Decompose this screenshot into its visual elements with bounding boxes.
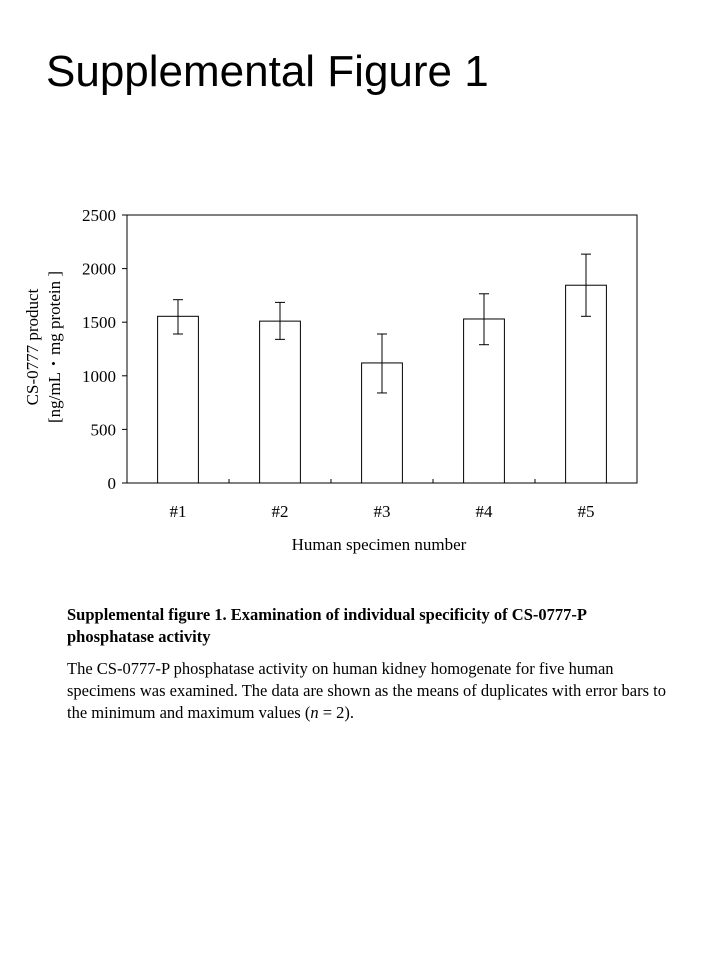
caption-body-end: = 2).: [318, 703, 355, 722]
caption-body-text: The CS-0777-P phosphatase activity on human kidney homogenate for five human specimens was examined. The data are shown as the means of duplicates with error bars to the minimum and maximum values (: [67, 659, 667, 722]
x-tick-label: #4: [475, 502, 493, 521]
y-tick-label: 1000: [82, 366, 116, 386]
x-tick-label: #2: [271, 502, 289, 521]
y-axis-label-line2: [ng/mL・mg protein ]: [45, 270, 64, 424]
x-tick-label: #3: [373, 502, 391, 521]
caption-n-symbol: n: [310, 703, 319, 722]
figure-caption: [67, 604, 677, 724]
error-bars: [173, 254, 591, 393]
caption-title: Supplemental figure 1. Examination of individual specificity of CS-0777-P phosphatase activity: [67, 605, 587, 646]
y-tick-label: 1500: [82, 313, 116, 333]
y-axis-ticks: [82, 206, 127, 493]
x-tick-label: #1: [169, 502, 187, 521]
x-axis-label: Human specimen number: [291, 535, 467, 554]
bar: [158, 316, 199, 483]
caption-body: [67, 658, 677, 724]
x-axis-ticks: [170, 479, 595, 521]
y-axis-label: [23, 271, 64, 423]
y-axis-label-line1: CS-0777 product: [23, 288, 42, 406]
page-title: Supplemental Figure 1: [46, 47, 489, 96]
x-tick-label: #5: [577, 502, 595, 521]
y-tick-label: 0: [107, 474, 116, 493]
bar-chart: [0, 190, 720, 570]
y-tick-label: 2500: [82, 206, 116, 225]
y-tick-label: 2000: [82, 259, 116, 279]
y-tick-label: 500: [90, 420, 116, 440]
bar: [260, 321, 301, 483]
